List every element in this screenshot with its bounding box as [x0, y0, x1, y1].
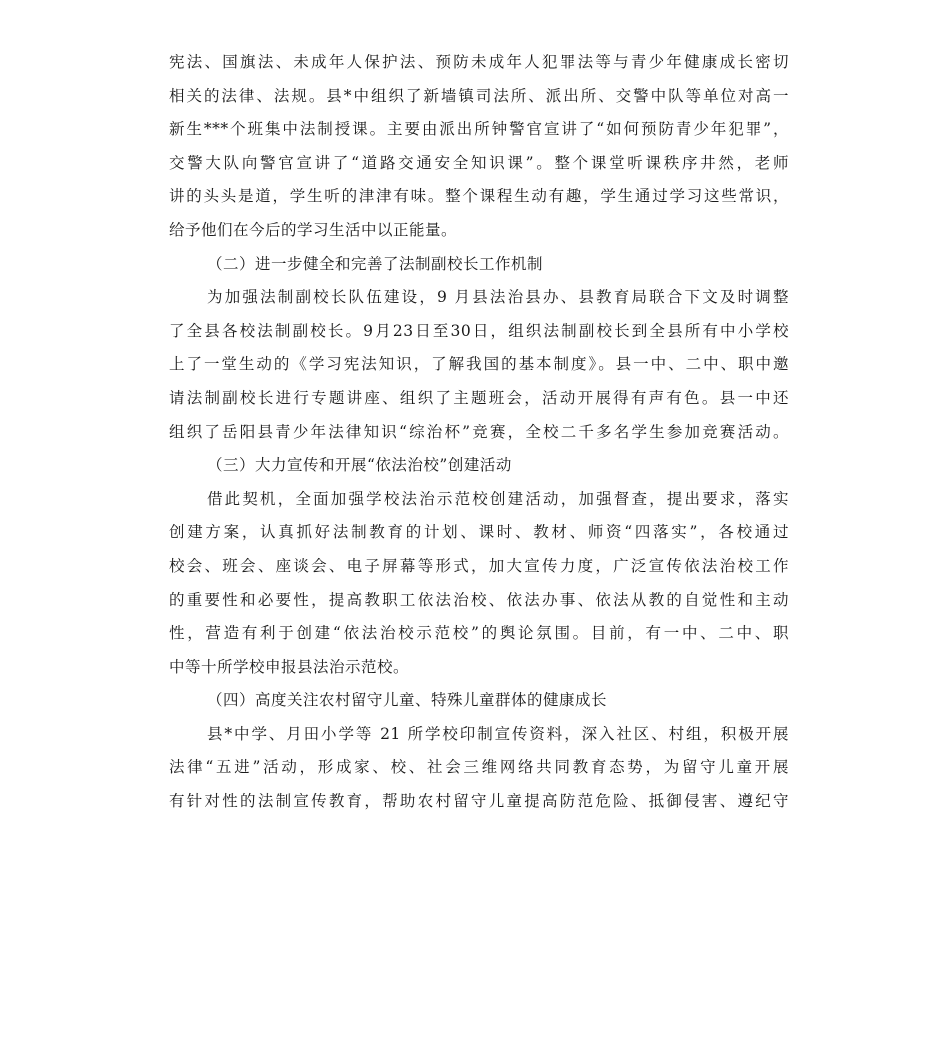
document-body [169, 46, 789, 819]
text-line: 创建方案，认真抓好法制教育的计划、课时、教材、师资“四落实”，各校通过 [169, 523, 789, 542]
text-line: 上了一堂生动的《学习宪法知识，了解我国的基本制度》。县一中、二中、职中邀 [169, 355, 789, 374]
text-line: 校会、班会、座谈会、电子屏幕等形式，加大宣传力度，广泛宣传依法治校工作 [169, 556, 789, 575]
section-heading: （二）进一步健全和完善了法制副校长工作机制 [207, 254, 544, 273]
paragraph-first-line: 为加强法制副校长队伍建设，9 月县法治县办、县教育局联合下文及时调整 [207, 288, 789, 307]
text-line: 了全县各校法制副校长。9月23日至30日，组织法制副校长到全县所有中小学校 [169, 321, 789, 340]
text-line: 性，营造有利于创建“依法治校示范校”的舆论氛围。目前，有一中、二中、职 [169, 624, 789, 643]
paragraph-first-line: 县*中学、月田小学等 21 所学校印制宣传资料，深入社区、村组，积极开展 [207, 724, 789, 743]
text-line: 组织了岳阳县青少年法律知识“综治杯”竞赛，全校二千多名学生参加竞赛活动。 [169, 422, 789, 441]
text-line: 法律“五进”活动，形成家、校、社会三维网络共同教育态势，为留守儿童开展 [169, 758, 789, 777]
text-line: 有针对性的法制宣传教育，帮助农村留守儿童提高防范危险、抵御侵害、遵纪守 [169, 792, 789, 811]
section-heading: （四）高度关注农村留守儿童、特殊儿童群体的健康成长 [207, 691, 608, 710]
section-heading: （三）大力宣传和开展“依法治校”创建活动 [207, 456, 512, 475]
text-line: 新生***个班集中法制授课。主要由派出所钟警官宣讲了“如何预防青少年犯罪”， [169, 120, 789, 139]
text-line: 请法制副校长进行专题讲座、组织了主题班会，活动开展得有声有色。县一中还 [169, 388, 789, 407]
paragraph-first-line: 借此契机，全面加强学校法治示范校创建活动，加强督查，提出要求，落实 [207, 489, 789, 508]
text-line: 的重要性和必要性，提高教职工依法治校、依法办事、依法从教的自觉性和主动 [169, 590, 789, 609]
text-line: 宪法、国旗法、未成年人保护法、预防未成年人犯罪法等与青少年健康成长密切 [169, 53, 789, 71]
text-line: 给予他们在今后的学习生活中以正能量。 [169, 220, 458, 239]
text-line: 交警大队向警官宣讲了“道路交通安全知识课”。整个课堂听课秩序井然，老师 [169, 153, 789, 172]
text-line: 中等十所学校申报县法治示范校。 [169, 657, 410, 676]
text-line: 讲的头头是道，学生听的津津有味。整个课程生动有趣，学生通过学习这些常识， [169, 187, 789, 206]
text-line: 相关的法律、法规。县*中组织了新墙镇司法所、派出所、交警中队等单位对高一 [169, 86, 789, 105]
